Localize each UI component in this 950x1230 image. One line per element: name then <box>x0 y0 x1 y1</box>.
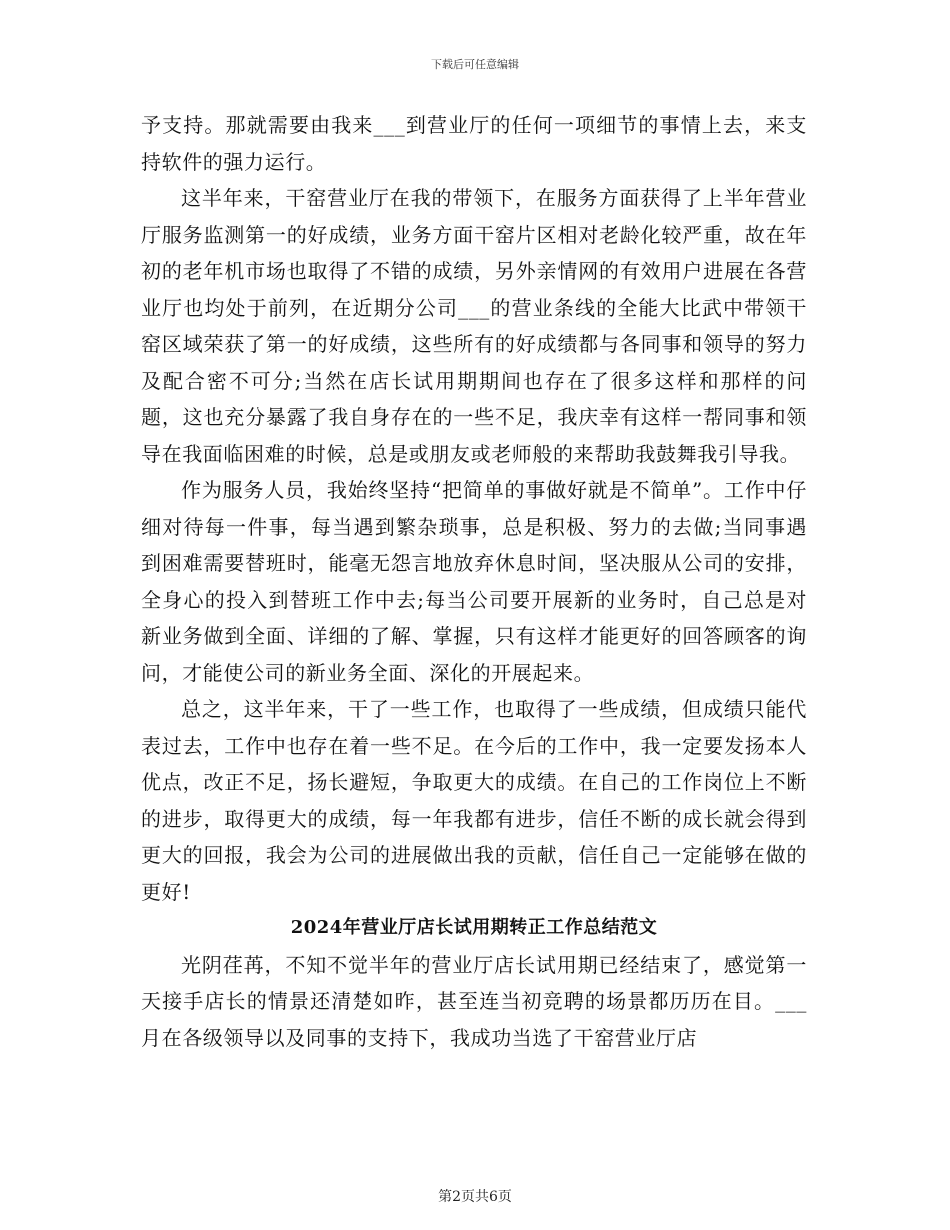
paragraph-section-intro: 光阴荏苒，不知不觉半年的营业厅店长试用期已经结束了，感觉第一天接手店长的情景还清楚如昨，甚至连当初竞聘的场景都历历在目。___月在各级领导以及同事的支持下，我成功当选了干窑营业厅店 <box>141 952 807 1050</box>
paragraph-half-year-results: 这半年来，干窑营业厅在我的带领下，在服务方面获得了上半年营业厅服务监测第一的好成绩，业务方面干窑片区相对老龄化较严重，故在年初的老年机市场也取得了不错的成绩，另外亲情网的有效用户进展在各营业厅也均处于前列，在近期分公司___的营业条线的全能大比武中带领干窑区域荣获了第一的好成绩，这些所有的好成绩都与各同事和领导的努力及配合密不可分;当然在店长试用期期间也存在了很多这样和那样的问题，这也充分暴露了我自身存在的一些不足，我庆幸有这样一帮同事和领导在我面临困难的时候，总是或朋友或老师般的来帮助我鼓舞我引导我。 <box>141 186 807 466</box>
document-body <box>141 107 807 1056</box>
page-header: 下载后可任意编辑 <box>431 58 519 71</box>
paragraph-service-attitude: 作为服务人员，我始终坚持“把简单的事做好就是不简单”。工作中仔细对待每一件事，每当遇到繁杂琐事，总是积极、努力的去做;当同事遇到困难需要替班时，能毫无怨言地放弃休息时间，坚决服从公司的安排，全身心的投入到替班工作中去;每当公司要开展新的业务时，自己总是对新业务做到全面、详细的了解、掌握，只有这样才能更好的回答顾客的询问，才能使公司的新业务全面、深化的开展起来。 <box>141 478 807 685</box>
paragraph-conclusion: 总之，这半年来，干了一些工作，也取得了一些成绩，但成绩只能代表过去，工作中也存在着一些不足。在今后的工作中，我一定要发扬本人优点，改正不足，扬长避短，争取更大的成绩。在自己的工作岗位上不断的进步，取得更大的成绩，每一年我都有进步，信任不断的成长就会得到更大的回报，我会为公司的进展做出我的贡献，信任自己一定能够在做的更好! <box>141 697 807 904</box>
page-footer: 第2页共6页 <box>438 1189 512 1205</box>
section-title: 2024年营业厅店长试用期转正工作总结范文 <box>290 917 658 938</box>
paragraph-continuation: 予支持。那就需要由我来___到营业厅的任何一项细节的事情上去，来支持软件的强力运行。 <box>141 113 807 174</box>
